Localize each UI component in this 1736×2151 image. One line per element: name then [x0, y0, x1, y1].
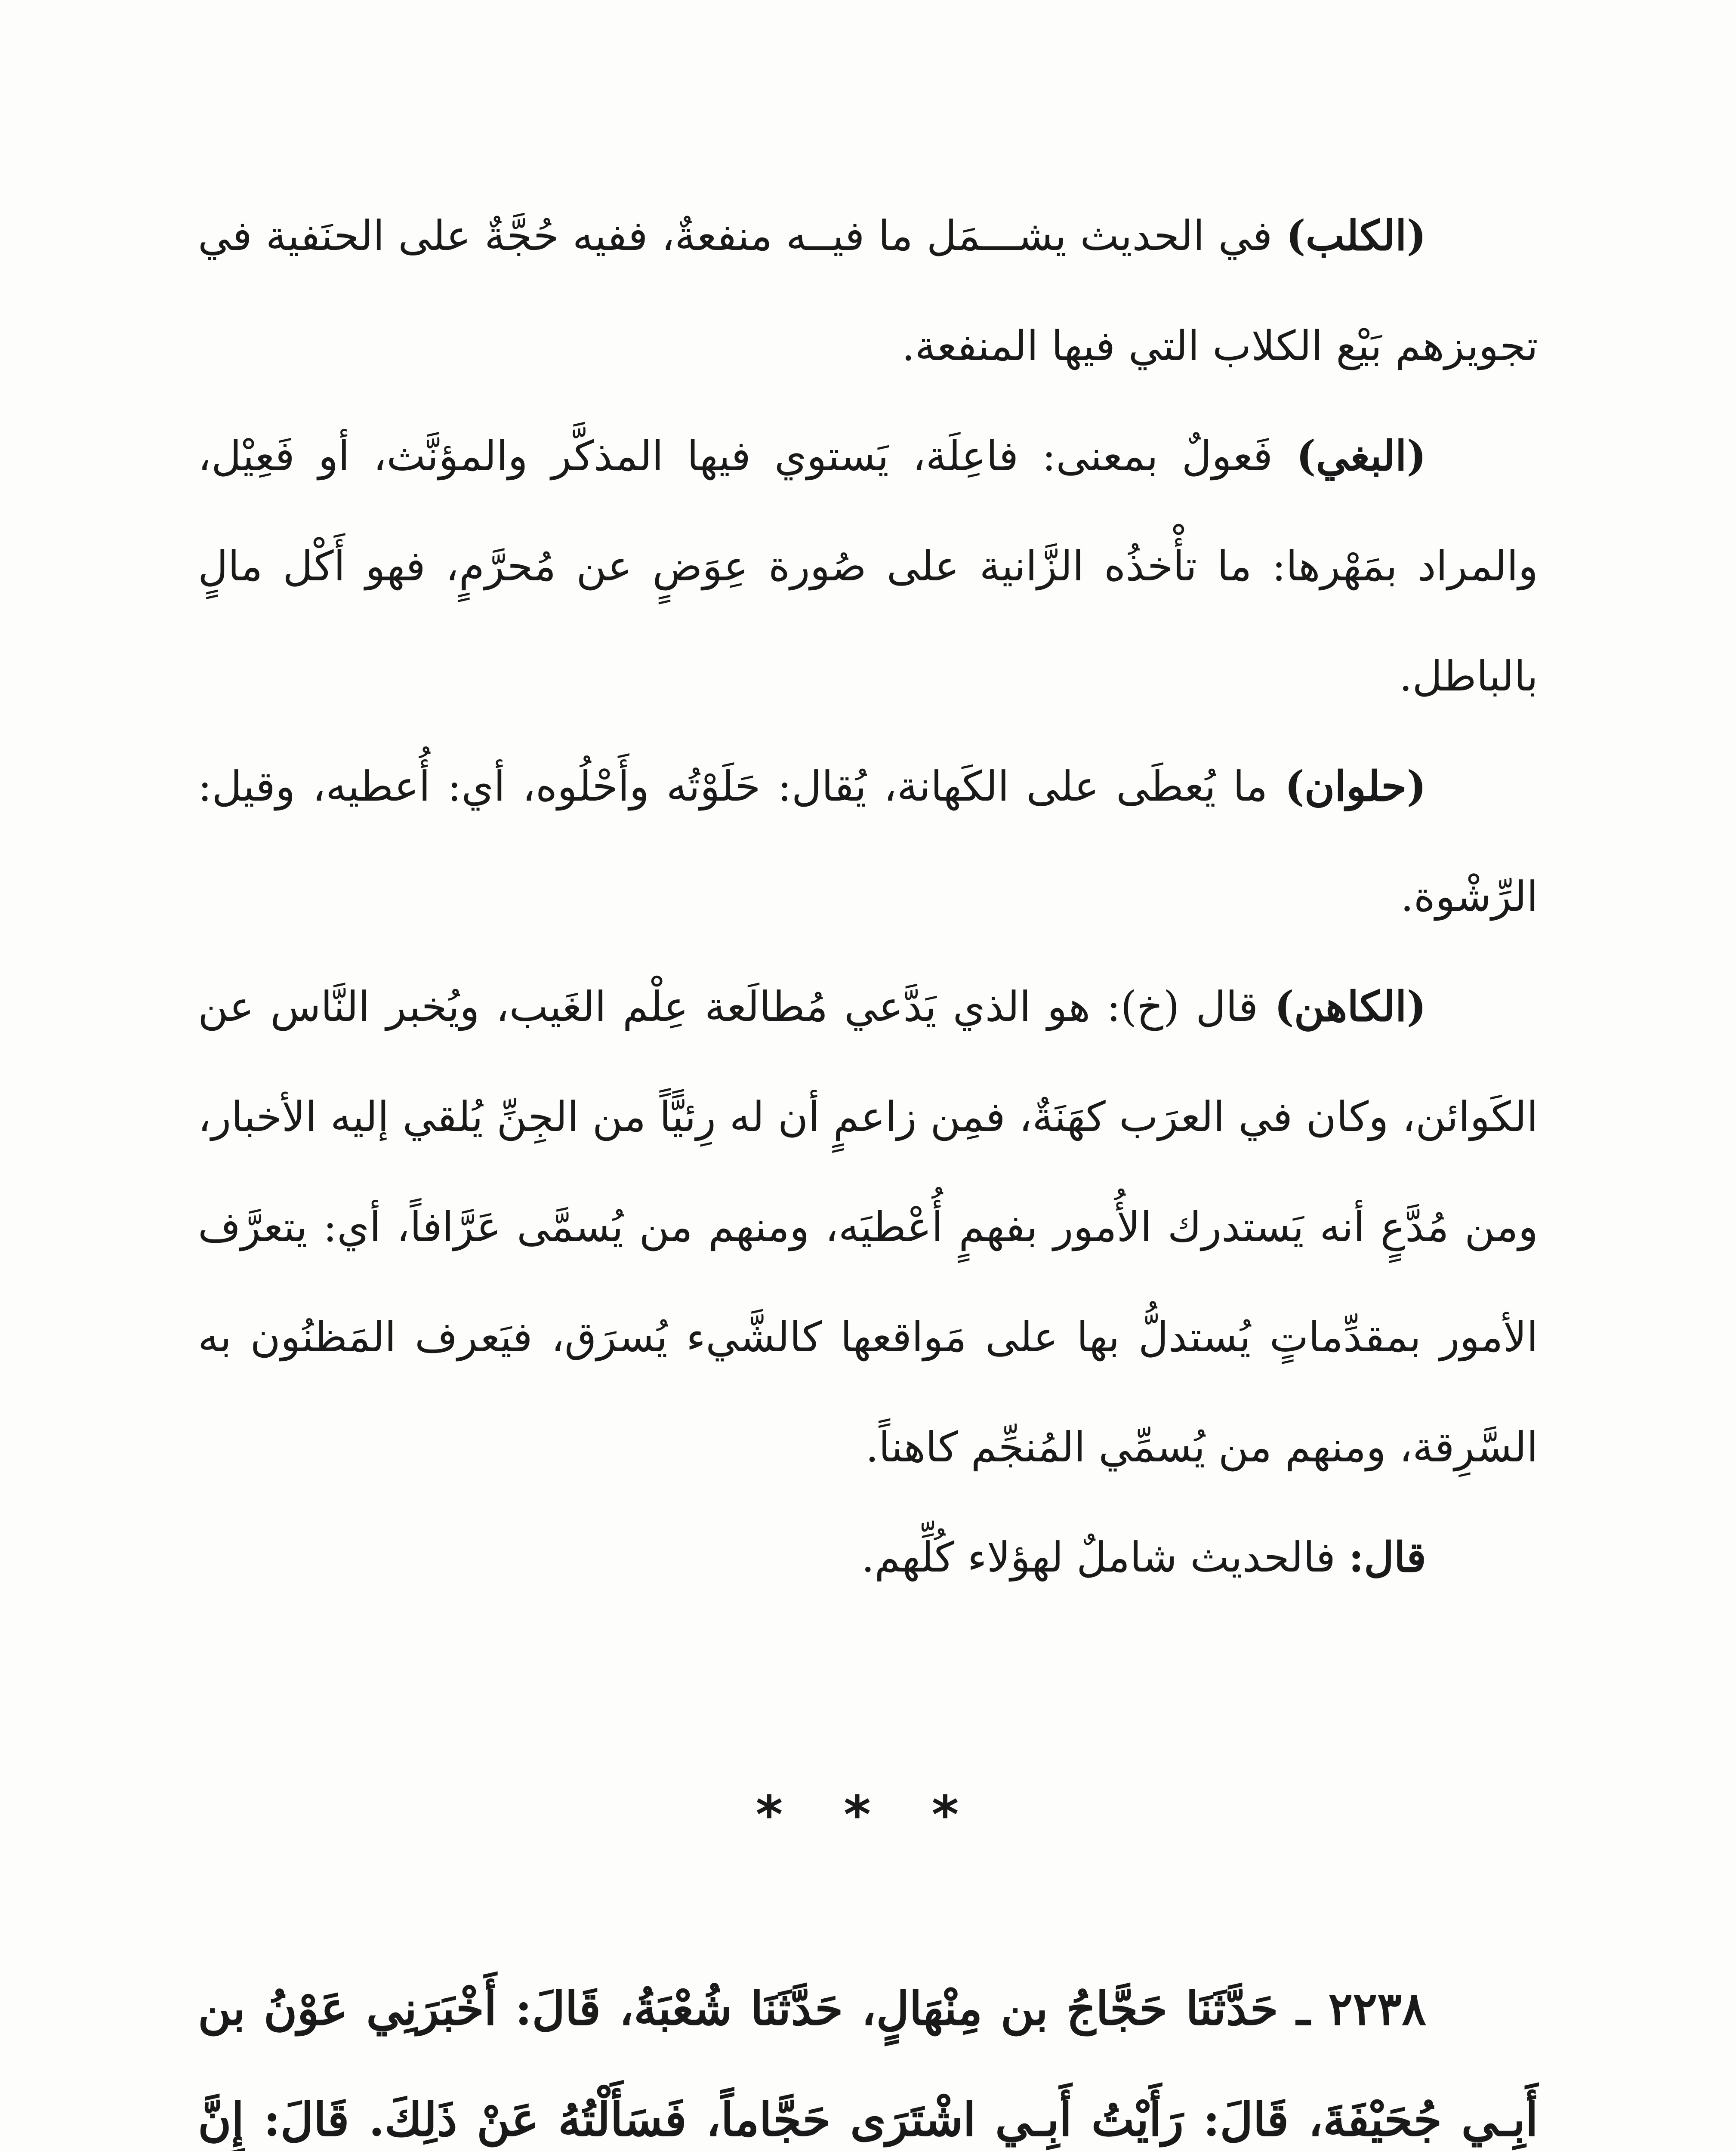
- entry-hulwan: [198, 731, 1538, 952]
- term-hulwan: (حلوان): [1285, 762, 1427, 810]
- entry-kahin: [198, 952, 1538, 1502]
- term-kalb: (الكلب): [1286, 211, 1426, 260]
- term-baghi: (البغي): [1296, 431, 1426, 480]
- term-kahin: (الكاهن): [1274, 982, 1426, 1031]
- entry-hulwan-text: ما يُعطَى على الكَهانة، يُقال: حَلَوْتُه وأَحْلُوه، أي: أُعطيه، وقيل: الرِّشْوة.: [198, 762, 1538, 921]
- entry-kalb: [198, 181, 1538, 401]
- entry-baghi: [198, 401, 1538, 731]
- hadith-section: [198, 1953, 1538, 2151]
- entry-conclusion: [198, 1502, 1538, 1612]
- entry-baghi-text: فَعولٌ بمعنى: فاعِلَة، يَستوي فيها المذكَّر والمؤنَّث، أو فَعِيْل، والمراد بمَهْرها: ما تأْخذُه الزَّانية على صُورة عِوَضٍ عن مُحرَّمٍ، فهو أَكْل مالٍ بالباطل.: [198, 432, 1538, 700]
- entry-kalb-text: في الحديث يشـــمَل ما فيــه منفعةٌ، ففيه حُجَّةٌ على الحنَفية في تجويزهم بَيْع الكلاب التي فيها المنفعة.: [198, 212, 1538, 370]
- entry-conclusion-text: فالحديث شاملٌ لهؤلاء كُلِّهم.: [861, 1533, 1349, 1581]
- hadith-2238: ٢٢٣٨ ـ حَدَّثَنَا حَجَّاجُ بن مِنْهَالٍ، حَدَّثَنَا شُعْبَةُ، قَالَ: أَخْبَرَنِي عَوْنُ بن أَبِـي جُحَيْفَةَ، قَالَ: رَأَيْتُ أَبِـي اشْتَرَى حَجَّاماً، فَسَأَلْتُهُ عَنْ ذَلِكَ. قَالَ: إِنَّ: [198, 1982, 1538, 2146]
- entry-kahin-text: قال (خ): هو الذي يَدَّعي مُطالَعة عِلْم الغَيب، ويُخبر النَّاس عن الكَوائن، وكان في العرَب كهَنَةٌ، فمِن زاعمٍ أن له رِئيًّاً من الجِنِّ يُلقي إليه الأخبار، ومن مُدَّعٍ أنه يَستدرك الأُمور بفهمٍ أُعْطيَه، ومنهم من يُسمَّى عَرَّافاً، أي: يتعرَّف الأمور بمقدِّماتٍ يُستدلُّ بها على مَواقعها كالشَّيء يُسرَق، فيَعرف المَظنُون به السَّرِقة، ومنهم من يُسمِّي المُنجِّم كاهناً.: [198, 983, 1538, 1471]
- commentary-section: [198, 181, 1538, 1612]
- term-conclusion: قال:: [1348, 1533, 1426, 1581]
- section-separator: * * *: [755, 1785, 981, 1845]
